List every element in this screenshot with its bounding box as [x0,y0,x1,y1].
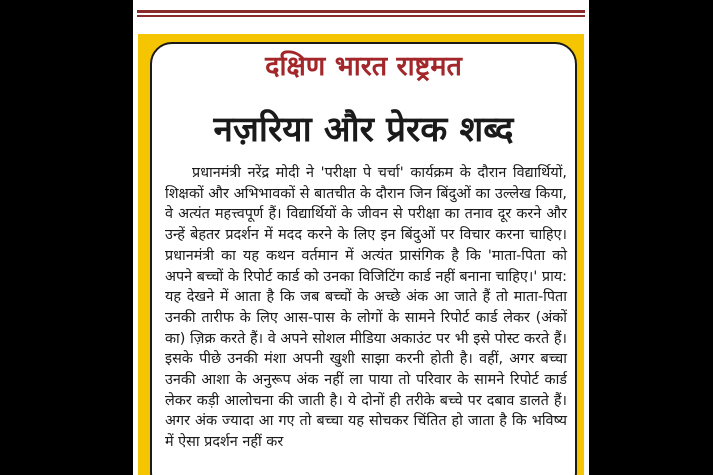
article-headline: नज़रिया और प्रेरक शब्द [213,110,514,150]
top-rule [137,10,585,13]
second-rule [137,15,585,17]
article-box [150,42,577,475]
header-rules [137,10,585,17]
masthead: दक्षिण भारत राष्ट्रमत [265,51,462,82]
newspaper-clipping [133,0,589,475]
article-body: प्रधानमंत्री नरेंद्र मोदी ने 'परीक्षा पे चर्चा' कार्यक्रम के दौरान विद्यार्थियों, शिक्षकों और अभिभावकों से बातचीत के दौरान जिन बिंदुओं का उल्लेख किया, वे अत्यंत महत्त्वपूर्ण हैं। विद्यार्थियों के जीवन से परीक्षा का तनाव दूर करने और उन्हें बेहतर प्रदर्शन में मदद करने के लिए इन बिंदुओं पर विचार करना चाहिए। प्रधानमंत्री का यह कथन वर्तमान में अत्यंत प्रासंगिक है कि 'माता-पिता को अपने बच्चों के रिपोर्ट कार्ड को उनका विजिटिंग कार्ड नहीं बनाना चाहिए।' प्राय: यह देखने में आता है कि जब बच्चों के अच्छे अंक आ जाते हैं तो माता-पिता उनकी तारीफ के लिए आस-पास के लोगों के सामने रिपोर्ट कार्ड लेकर (अंकों का) ज़िक्र करते हैं। वे अपने सोशल मीडिया अकाउंट पर भी इसे पोस्ट करते हैं। इसके पीछे उनकी मंशा अपनी खुशी साझा करनी होती है। वहीं, अगर बच्चा उनकी आशा के अनुरूप अंक नहीं ला पाया तो परिवार के सामने रिपोर्ट कार्ड लेकर कड़ी आलोचना की जाती है। ये दोनों ही तरीके बच्चे पर दबाव डालते हैं। अगर अंक ज्यादा आ गए तो बच्चा यह सोचकर चिंतित हो जाता है कि भविष्य में ऐसा प्रदर्शन नहीं कर [165,165,567,451]
yellow-frame [138,34,584,475]
